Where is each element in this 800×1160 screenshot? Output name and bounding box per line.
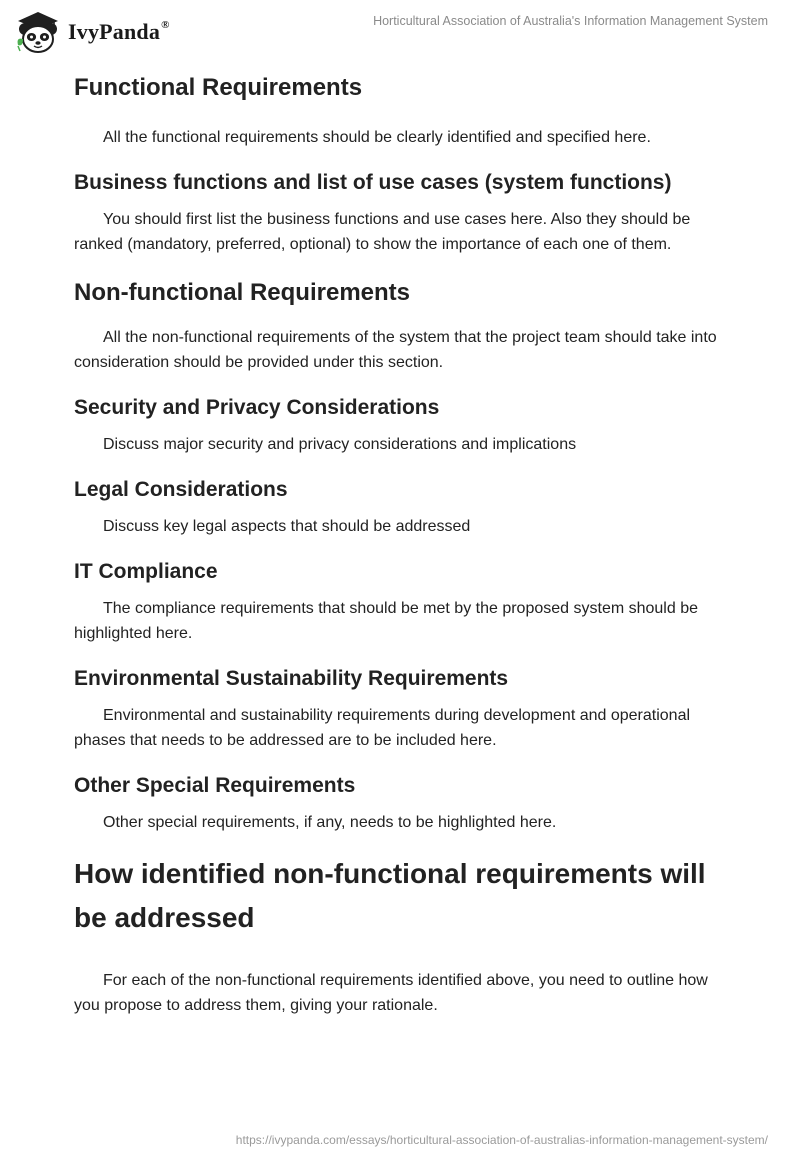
paragraph-nonfunctional-requirements: All the non-functional requirements of the system that the project team should take into consideration should be provided under this section. xyxy=(74,329,717,371)
source-url[interactable]: https://ivypanda.com/essays/horticultural-association-of-australias-information-management-system/ xyxy=(235,1133,768,1147)
paragraph-functional-requirements: All the functional requirements should be clearly identified and specified here. xyxy=(103,129,651,146)
heading-environmental-sustainability: Environmental Sustainability Requirements xyxy=(74,667,509,690)
heading-functional-requirements: Functional Requirements xyxy=(74,74,363,101)
paragraph-how-addressed: For each of the non-functional requirements identified above, you need to outline how you propose to address them, giving your rationale. xyxy=(74,972,708,1014)
paragraph-legal-considerations: Discuss key legal aspects that should be addressed xyxy=(103,518,471,535)
heading-security-privacy: Security and Privacy Considerations xyxy=(74,396,440,419)
ivypanda-logo[interactable] xyxy=(14,8,170,56)
heading-nonfunctional-requirements: Non-functional Requirements xyxy=(74,279,411,306)
page-header xyxy=(0,0,800,66)
document-body xyxy=(74,72,726,1018)
heading-other-special-requirements: Other Special Requirements xyxy=(74,774,356,797)
heading-how-addressed: How identified non-functional requirements will be addressed xyxy=(74,858,706,933)
paragraph-business-functions: You should first list the business functions and use cases here. Also they should be ranked (mandatory, preferred, optional) to show the importance of each one of them. xyxy=(74,211,691,253)
logo-text: IvyPanda® xyxy=(68,18,170,44)
paragraph-it-compliance: The compliance requirements that should be met by the proposed system should be highlighted here. xyxy=(74,600,698,642)
paragraph-security-privacy: Discuss major security and privacy considerations and implications xyxy=(103,436,577,453)
paragraph-environmental-sustainability: Environmental and sustainability requirements during development and operational phases that needs to be addressed are to be included here. xyxy=(74,707,691,749)
paragraph-other-special-requirements: Other special requirements, if any, needs to be highlighted here. xyxy=(103,814,557,831)
panda-icon xyxy=(14,9,62,55)
registered-mark: ® xyxy=(161,18,170,31)
heading-business-functions: Business functions and list of use cases (system functions) xyxy=(74,171,672,194)
heading-it-compliance: IT Compliance xyxy=(74,560,218,583)
document-title: Horticultural Association of Australia's Information Management System xyxy=(373,14,768,28)
heading-legal-considerations: Legal Considerations xyxy=(74,478,288,501)
